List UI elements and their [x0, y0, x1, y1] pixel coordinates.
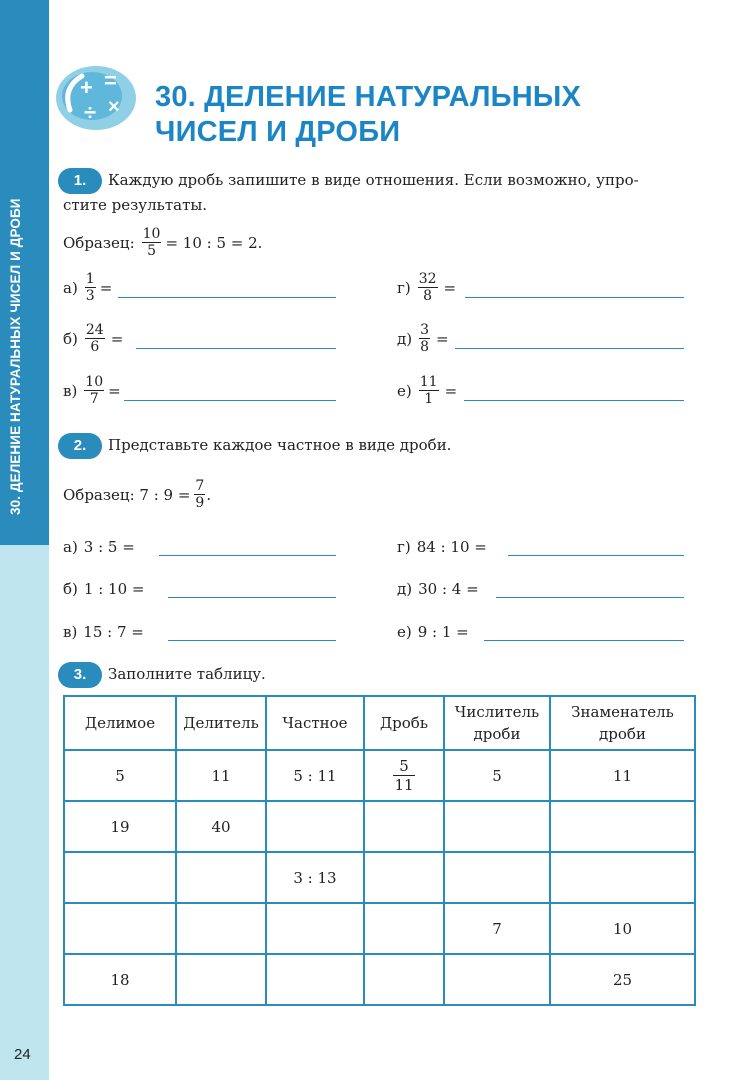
- table-row: [64, 903, 695, 954]
- fraction-numerator: 32: [418, 271, 437, 287]
- sample-fraction: [194, 478, 205, 511]
- item-expression: 30 : 4 =: [418, 580, 479, 598]
- fraction-numerator: 24: [85, 322, 104, 338]
- item-expression: 3 : 5 =: [83, 538, 135, 556]
- item-label: а): [63, 538, 78, 556]
- table-cell[interactable]: [176, 954, 266, 1005]
- task-1-answer-b[interactable]: [136, 348, 336, 349]
- table-cell[interactable]: [364, 903, 444, 954]
- table-cell[interactable]: [364, 954, 444, 1005]
- fraction-numerator: 3: [420, 322, 430, 338]
- item-fraction: [419, 322, 430, 355]
- sample-rest: = 10 : 5 = 2.: [165, 233, 263, 252]
- equals-sign: =: [443, 278, 457, 297]
- item-label: д): [397, 580, 413, 598]
- task-2-answer-v[interactable]: [168, 640, 336, 641]
- item-expression: 9 : 1 =: [417, 623, 469, 641]
- task-1-text-line-2: стите результаты.: [63, 196, 208, 214]
- table-cell[interactable]: 7: [444, 903, 550, 954]
- table-cell[interactable]: [266, 801, 364, 852]
- table-row: [64, 852, 695, 903]
- task-1-text: [108, 168, 639, 193]
- equals-sign: =: [110, 329, 124, 348]
- task-1-answer-g[interactable]: [465, 297, 684, 298]
- task-1-item-g: [397, 271, 456, 304]
- table-cell[interactable]: [364, 801, 444, 852]
- table-header-row: [64, 696, 695, 750]
- table-cell[interactable]: 3 : 13: [266, 852, 364, 903]
- table-cell[interactable]: [64, 852, 176, 903]
- item-label: в): [63, 381, 78, 400]
- title-line-2: ЧИСЕЛ И ДРОБИ: [155, 116, 401, 148]
- task-2-answer-b[interactable]: [168, 597, 336, 598]
- task-3-text: Заполните таблицу.: [108, 665, 266, 683]
- fraction-denominator: 8: [420, 339, 430, 355]
- table-cell[interactable]: 5: [444, 750, 550, 801]
- task-2-answer-e[interactable]: [484, 640, 684, 641]
- title-line-1: 30. ДЕЛЕНИЕ НАТУРАЛЬНЫХ: [155, 81, 582, 113]
- table-cell[interactable]: [444, 852, 550, 903]
- table-row: [64, 750, 695, 801]
- task-2-sample: [63, 478, 211, 511]
- table-row: [64, 954, 695, 1005]
- item-expression: 84 : 10 =: [416, 538, 487, 556]
- task-1-answer-v[interactable]: [124, 400, 336, 401]
- table-cell[interactable]: 18: [64, 954, 176, 1005]
- header-divisor: Делитель: [176, 696, 266, 750]
- equals-sign: =: [99, 278, 113, 297]
- sample-label: Образец: 7 : 9 =: [63, 485, 191, 504]
- task-1-text-line-1: Каждую дробь запишите в виде отношения. Если возможно, упро-: [108, 171, 639, 189]
- page-number: 24: [14, 1046, 31, 1063]
- fraction-numerator: 11: [419, 374, 438, 390]
- table-row: [64, 801, 695, 852]
- task-2-item-v: [63, 623, 144, 641]
- item-label: е): [397, 623, 412, 641]
- sample-fraction: [142, 226, 162, 259]
- page-title: [155, 80, 581, 150]
- table-cell[interactable]: [176, 852, 266, 903]
- item-label: г): [397, 278, 411, 297]
- table-cell[interactable]: [550, 852, 695, 903]
- item-label: б): [63, 329, 78, 348]
- fraction-denominator: 9: [195, 495, 205, 511]
- task-1-sample: [63, 226, 262, 259]
- task-2-answer-d[interactable]: [496, 597, 684, 598]
- fraction-numerator: 7: [195, 478, 205, 494]
- division-table: [63, 695, 696, 1006]
- task-3-badge: 3.: [58, 662, 102, 688]
- item-fraction: [85, 322, 105, 355]
- fraction-denominator: 7: [84, 390, 104, 407]
- table-cell[interactable]: [266, 903, 364, 954]
- task-1-item-e: [397, 374, 457, 407]
- fraction-numerator: 5: [399, 757, 409, 775]
- header-quotient: Частное: [266, 696, 364, 750]
- equals-sign: =: [108, 381, 121, 400]
- table-cell-fraction[interactable]: [364, 750, 444, 801]
- item-fraction: [419, 374, 439, 407]
- table-cell[interactable]: [550, 801, 695, 852]
- sample-label: Образец:: [63, 233, 135, 252]
- equals-sign: =: [436, 329, 449, 348]
- item-label: а): [63, 278, 78, 297]
- item-fraction: [84, 374, 104, 407]
- fraction-denominator: 8: [418, 287, 438, 304]
- equals-sign: =: [444, 381, 458, 400]
- item-label: г): [397, 538, 411, 556]
- svg-text:×: ×: [108, 96, 120, 118]
- task-2-item-a: [63, 538, 135, 556]
- table-cell[interactable]: [266, 954, 364, 1005]
- table-cell[interactable]: [444, 954, 550, 1005]
- sidebar-title: 30. ДЕЛЕНИЕ НАТУРАЛЬНЫХ ЧИСЕЛ И ДРОБИ: [8, 198, 23, 515]
- fraction-denominator: 3: [85, 288, 95, 304]
- item-fraction: [85, 271, 96, 304]
- item-label: е): [397, 381, 412, 400]
- header-dividend: Делимое: [64, 696, 176, 750]
- math-logo-icon: [52, 58, 148, 134]
- table-cell[interactable]: 11: [176, 750, 266, 801]
- table-cell[interactable]: 10: [550, 903, 695, 954]
- header-fraction: Дробь: [364, 696, 444, 750]
- svg-text:+: +: [80, 75, 93, 100]
- sample-end: .: [206, 485, 212, 504]
- fraction-denominator: 6: [85, 338, 105, 355]
- task-1-answer-a[interactable]: [118, 297, 336, 298]
- fraction-numerator: 10: [85, 374, 104, 390]
- task-2-answer-a[interactable]: [159, 555, 336, 556]
- task-2-item-d: [397, 580, 479, 598]
- table-cell[interactable]: [176, 903, 266, 954]
- sidebar-band: [0, 0, 49, 1080]
- header-numerator: Числитель дроби: [444, 696, 550, 750]
- task-1-item-b: [63, 322, 123, 355]
- table-cell[interactable]: [444, 801, 550, 852]
- cell-fraction: [393, 757, 414, 794]
- item-expression: 1 : 10 =: [83, 580, 145, 598]
- table-cell[interactable]: 19: [64, 801, 176, 852]
- svg-text:÷: ÷: [84, 100, 97, 125]
- item-label: в): [63, 623, 78, 641]
- item-label: б): [63, 580, 78, 598]
- table-cell[interactable]: 11: [550, 750, 695, 801]
- table-cell[interactable]: [64, 903, 176, 954]
- item-fraction: [418, 271, 438, 304]
- fraction-denominator: 5: [142, 242, 162, 259]
- svg-text:=: =: [104, 68, 117, 93]
- task-2-text: Представьте каждое частное в виде дроби.: [108, 436, 452, 454]
- task-1-answer-e[interactable]: [464, 400, 684, 401]
- fraction-numerator: 1: [85, 271, 95, 287]
- table-cell[interactable]: 40: [176, 801, 266, 852]
- task-2-item-e: [397, 623, 469, 641]
- task-2-badge: 2.: [58, 433, 102, 459]
- task-1-item-a: [63, 271, 112, 304]
- task-1-answer-d[interactable]: [455, 348, 684, 349]
- table-cell[interactable]: [364, 852, 444, 903]
- fraction-denominator: 11: [394, 776, 414, 794]
- task-2-item-g: [397, 538, 487, 556]
- task-1-item-v: [63, 374, 121, 407]
- item-label: д): [397, 329, 413, 348]
- header-denominator: Знаменатель дроби: [550, 696, 695, 750]
- task-2-answer-g[interactable]: [508, 555, 684, 556]
- task-1-item-d: [397, 322, 449, 355]
- table-cell[interactable]: 5 : 11: [266, 750, 364, 801]
- item-expression: 15 : 7 =: [83, 623, 144, 641]
- task-2-item-b: [63, 580, 144, 598]
- fraction-denominator: 1: [419, 390, 439, 407]
- fraction-numerator: 10: [142, 226, 161, 242]
- table-cell[interactable]: 25: [550, 954, 695, 1005]
- table-cell[interactable]: 5: [64, 750, 176, 801]
- task-1-badge: 1.: [58, 168, 102, 194]
